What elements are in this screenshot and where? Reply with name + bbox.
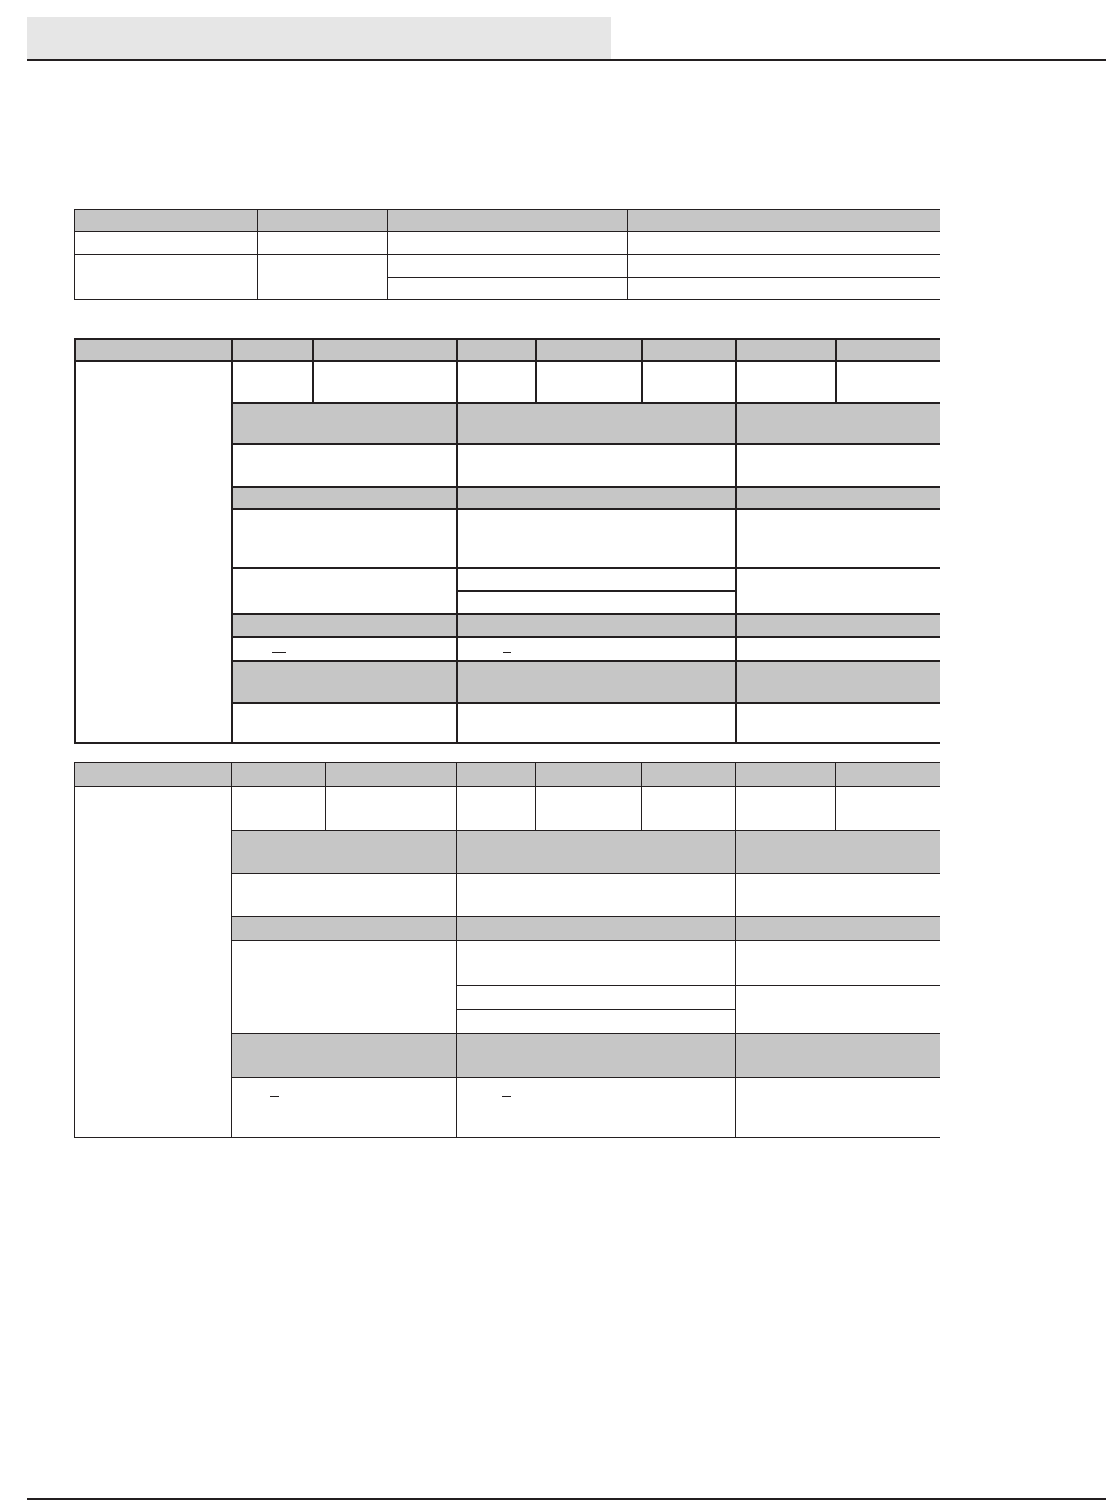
rule	[456, 762, 457, 1138]
rule	[456, 985, 940, 986]
rule	[74, 231, 940, 232]
rule	[387, 277, 940, 278]
table-2-header-row	[75, 339, 940, 361]
rule	[232, 830, 940, 831]
rule	[735, 762, 736, 1138]
dash-mark	[270, 1096, 279, 1097]
rule	[74, 338, 76, 744]
rule	[232, 702, 940, 704]
rule	[232, 1033, 940, 1034]
rule	[74, 254, 940, 255]
rule	[232, 486, 940, 488]
rule	[641, 762, 642, 830]
rule	[325, 762, 326, 830]
rule	[457, 590, 736, 592]
rule	[456, 338, 458, 744]
shaded-row	[233, 487, 940, 509]
rule	[232, 940, 940, 941]
rule	[231, 338, 233, 744]
shaded-row	[233, 403, 940, 444]
header-rule	[27, 59, 1106, 61]
rule	[232, 567, 940, 569]
rule	[232, 636, 940, 638]
rule	[74, 209, 940, 210]
table-1-header-row	[74, 209, 940, 231]
rule	[735, 338, 737, 744]
rule	[232, 402, 940, 404]
table-3-header-row	[74, 762, 940, 786]
rule	[232, 613, 940, 615]
rule	[74, 360, 940, 362]
rule	[456, 1009, 736, 1010]
rule	[232, 508, 940, 510]
rule	[232, 916, 940, 917]
rule	[74, 338, 940, 340]
rule	[74, 742, 940, 744]
rule	[387, 209, 388, 300]
shaded-row	[232, 830, 940, 873]
rule	[74, 786, 940, 787]
shaded-row	[233, 661, 940, 703]
rule	[74, 209, 75, 300]
rule	[535, 338, 537, 403]
rule	[74, 762, 75, 1138]
rule	[232, 873, 940, 874]
rule	[231, 762, 232, 1138]
page-header-bar	[27, 17, 611, 60]
rule	[312, 338, 314, 403]
rule	[74, 762, 940, 763]
rule	[74, 1137, 940, 1138]
rule	[257, 209, 258, 300]
shaded-row	[232, 917, 940, 940]
dash-mark	[272, 652, 286, 653]
rule	[74, 299, 940, 300]
dash-mark	[503, 652, 511, 653]
rule	[232, 443, 940, 445]
footer-rule	[27, 1498, 1106, 1500]
rule	[232, 660, 940, 662]
rule	[535, 762, 536, 830]
shaded-row	[232, 1034, 940, 1077]
rule	[835, 338, 837, 403]
rule	[835, 762, 836, 830]
rule	[627, 209, 628, 300]
rule	[232, 1077, 940, 1078]
shaded-row	[233, 614, 940, 637]
rule	[641, 338, 643, 403]
dash-mark	[502, 1096, 511, 1097]
